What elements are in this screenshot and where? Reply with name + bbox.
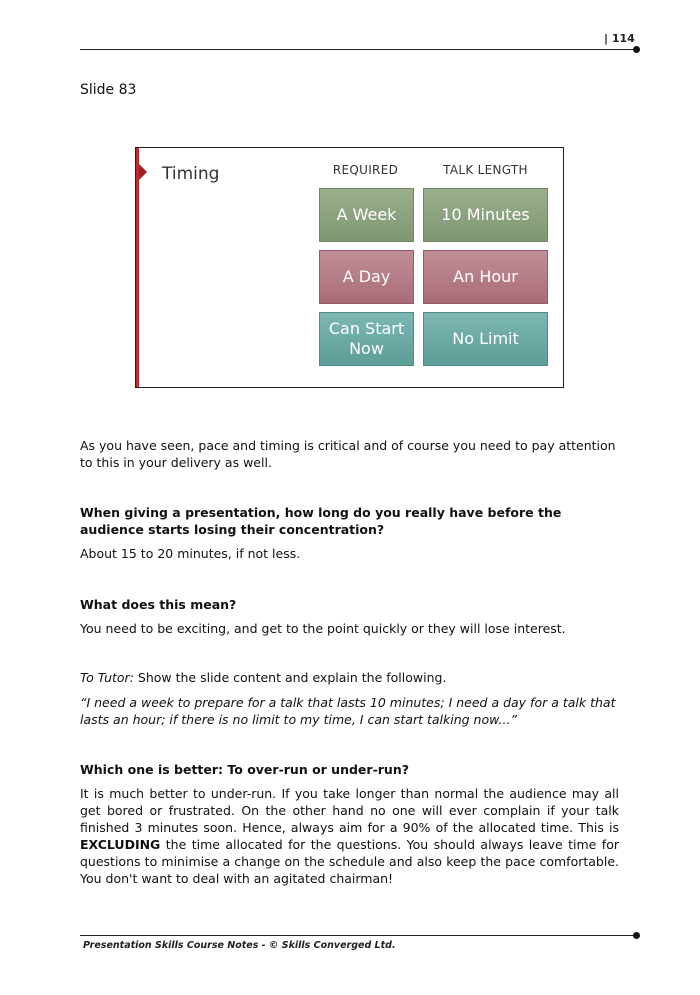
tile-label: No Limit: [452, 329, 519, 348]
tile-label: 10 Minutes: [441, 205, 530, 224]
tile-label-line1: Can Start: [328, 319, 405, 338]
answer-text-part2: the time allocated for the questions. You should always leave time for questions to minimise a change on the schedule and also keep the pace comfortable. You don't want to deal with an agitated chairman!: [80, 837, 619, 886]
intro-paragraph: As you have seen, pace and timing is critical and of course you need to pay attention to this in your delivery as well.: [80, 438, 616, 470]
column-header-talk-length: TALK LENGTH: [443, 163, 528, 177]
tile-a-day: [319, 250, 414, 304]
slide-label: Slide 83: [80, 82, 137, 98]
answer-meaning: You need to be exciting, and get to the point quickly or they will lose interest.: [80, 621, 566, 636]
answer-concentration: About 15 to 20 minutes, if not less.: [80, 546, 301, 561]
answer-text-part1: It is much better to under-run. If you take longer than normal the audience may all get bored or frustrated. On the other hand no one will ever complain if your talk finished 3 minutes soon. Hence, always aim for a 90% of the allocated time. This is: [80, 786, 619, 835]
question-meaning: What does this mean?: [80, 597, 237, 612]
tile-can-start-now: [319, 312, 414, 366]
footer-rule: [80, 935, 637, 936]
footer-rule-dot: [633, 932, 640, 939]
slide-heading: Timing: [162, 164, 220, 184]
slide-accent-bar: [136, 148, 139, 387]
header-rule: [80, 49, 637, 50]
page-number: | 114: [604, 32, 635, 45]
tile-label-line2: Now: [349, 339, 384, 358]
answer-over-under-run: [80, 785, 619, 887]
footer-text: Presentation Skills Course Notes - © Skills Converged Ltd.: [83, 940, 396, 951]
question-over-under-run: Which one is better: To over-run or under-run?: [80, 762, 409, 777]
tile-10-minutes: [423, 188, 548, 242]
slide-arrow-icon: [139, 164, 147, 180]
tutor-text: Show the slide content and explain the following.: [133, 670, 447, 685]
tile-label: An Hour: [453, 267, 518, 286]
tile-no-limit: [423, 312, 548, 366]
tutor-quote: “I need a week to prepare for a talk that lasts 10 minutes; I need a day for a talk that lasts an hour; if there is no limit to my time, I can start talking now...”: [80, 695, 616, 727]
tile-an-hour: [423, 250, 548, 304]
question-concentration: When giving a presentation, how long do you really have before the audience starts losing their concentration?: [80, 505, 562, 537]
tile-label: A Day: [342, 267, 391, 286]
tutor-label: To Tutor:: [80, 670, 134, 685]
header-rule-dot: [633, 46, 640, 53]
column-header-required: REQUIRED: [332, 163, 399, 177]
answer-text-emphasis: EXCLUDING: [80, 837, 161, 852]
tile-label: A Week: [336, 205, 397, 224]
slide-thumbnail: [135, 147, 564, 388]
tile-a-week: [319, 188, 414, 242]
tutor-note: [80, 669, 619, 686]
